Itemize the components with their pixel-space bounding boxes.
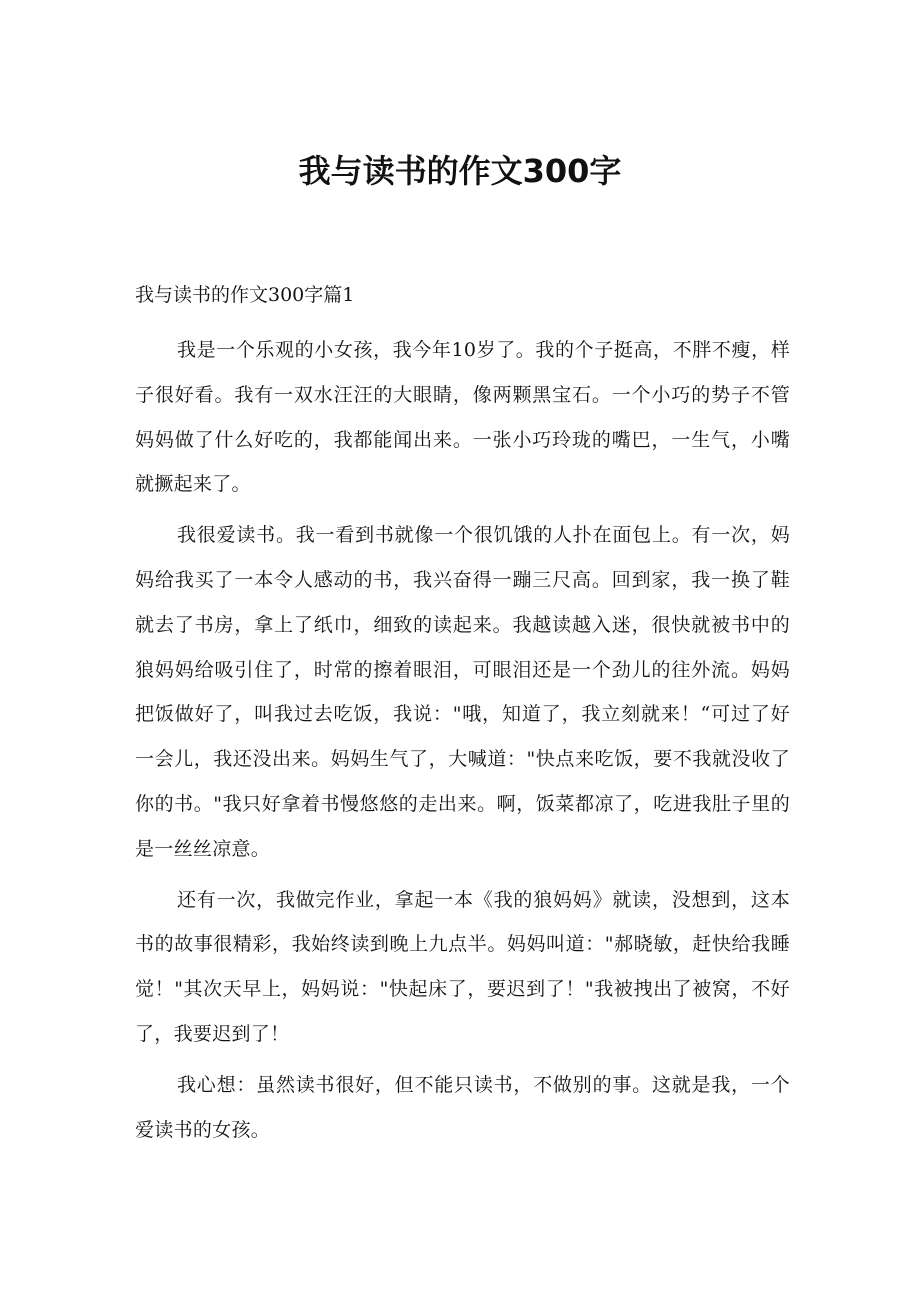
paragraph-4: 我心想：虽然读书很好，但不能只读书，不做别的事。这就是我，一个爱读书的女孩。 bbox=[135, 1073, 790, 1141]
page-title: 我与读书的作文300字 bbox=[298, 152, 622, 190]
paragraph-1: 我是一个乐观的小女孩，我今年10岁了。我的个子挺高，不胖不瘦，样子很好看。我有一双水汪汪的大眼睛，像两颗黑宝石。一个小巧的势子不管妈妈做了什么好吃的，我都能闻出来。一张小巧玲珑的嘴巴，一生气，小嘴就撅起来了。 bbox=[135, 339, 790, 496]
article-body bbox=[135, 280, 790, 1158]
paragraph-3: 还有一次，我做完作业，拿起一本《我的狼妈妈》就读，没想到，这本书的故事很精彩，我始终读到晚上九点半。妈妈叫道："郝晓敏，赶快给我睡觉！"其次天早上，妈妈说："快起床了，要迟到了！"我被拽出了被窝，不好了，我要迟到了！ bbox=[135, 888, 790, 1045]
paragraph-2: 我很爱读书。我一看到书就像一个很饥饿的人扑在面包上。有一次，妈妈给我买了一本令人感动的书，我兴奋得一蹦三尺高。回到家，我一换了鞋就去了书房，拿上了纸巾，细致的读起来。我越读越入迷，很快就被书中的狼妈妈给吸引住了，时常的擦着眼泪，可眼泪还是一个劲儿的往外流。妈妈把饭做好了，叫我过去吃饭，我说："哦，知道了，我立刻就来！“可过了好一会儿，我还没出来。妈妈生气了，大喊道："快点来吃饭，要不我就没收了你的书。"我只好拿着书慢悠悠的走出来。啊，饭菜都凉了，吃进我肚子里的是一丝丝凉意。 bbox=[135, 524, 790, 860]
section-heading: 我与读书的作文300字篇1 bbox=[135, 284, 355, 306]
